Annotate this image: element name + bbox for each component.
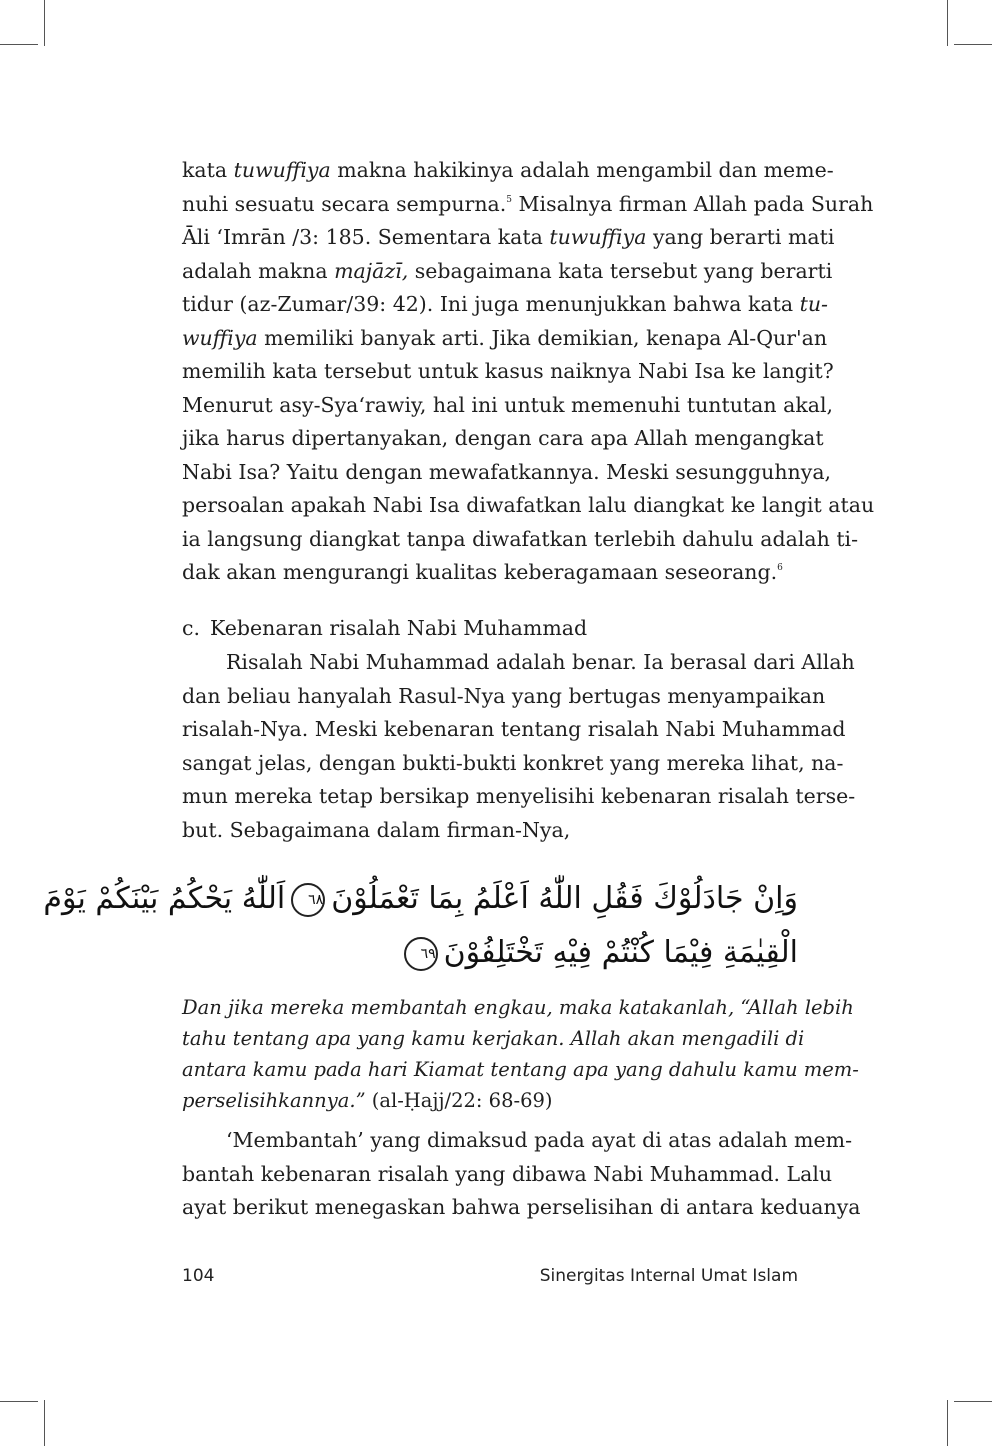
- quran-verse: [43, 872, 798, 980]
- text-line: mun mereka tetap bersikap menyelisihi kebenaran risalah terse-: [182, 784, 856, 808]
- arabic-line: وَاِنْ جَادَلُوْكَ فَقُلِ اللّٰهُ اَعْلَمُ بِمَا تَعْمَلُوْنَ٦٨اَللّٰهُ يَحْكُمُ بَيْنَكُمْ يَوْمَ: [43, 881, 798, 916]
- translation-line: antara kamu pada hari Kiamat tentang apa yang dahulu kamu mem-: [182, 1058, 859, 1081]
- crop-mark: [947, 0, 948, 46]
- verse-translation: [182, 992, 859, 1116]
- text-line: tidur (az-Zumar/39: 42). Ini juga menunjukkan bahwa kata tu-: [182, 292, 828, 316]
- ayah-number-icon: ٦٩: [404, 937, 438, 971]
- text-line: adalah makna majāzī, sebagaimana kata tersebut yang berarti: [182, 258, 833, 283]
- section-marker: c.: [182, 616, 200, 640]
- text-line: nuhi sesuatu secara sempurna.$^5$ Misalnya firman Allah pada Surah: [182, 191, 874, 216]
- text-line: kata tuwuffiya makna hakikinya adalah mengambil dan meme-: [182, 158, 834, 182]
- text-line: ia langsung diangkat tanpa diwafatkan terlebih dahulu adalah ti-: [182, 526, 859, 551]
- crop-mark: [954, 1401, 992, 1402]
- translation-line: tahu tentang apa yang kamu kerjakan. Allah akan mengadili di: [182, 1027, 805, 1050]
- section-heading: [182, 612, 587, 646]
- running-title: Sinergitas Internal Umat Islam: [539, 1266, 798, 1286]
- text-line: Nabi Isa? Yaitu dengan mewafatkannya. Meski sesungguhnya,: [182, 459, 832, 484]
- crop-mark: [44, 1400, 45, 1446]
- verse-reference: (al-Ḥajj/22: 68-69): [365, 1089, 553, 1112]
- paragraph-membantah: [182, 1124, 861, 1225]
- text-line: memilih kata tersebut untuk kasus naiknya Nabi Isa ke langit?: [182, 359, 834, 383]
- text-line: Menurut asy-Sya‘rawiy, hal ini untuk memenuhi tuntutan akal,: [182, 392, 834, 417]
- page-number: 104: [182, 1266, 215, 1286]
- crop-mark: [0, 44, 38, 45]
- text-line: ‘Membantah’ yang dimaksud pada ayat di atas adalah mem-: [226, 1128, 852, 1152]
- footnote-ref[interactable]: 5: [506, 194, 513, 205]
- text-line: Āli ‘Imrān /3: 185. Sementara kata tuwuffiya yang berarti mati: [182, 225, 835, 249]
- text-line: ayat berikut menegaskan bahwa perselisihan di antara keduanya: [182, 1195, 861, 1219]
- paragraph-risalah: [182, 646, 856, 847]
- text-line: dan beliau hanyalah Rasul-Nya yang bertugas menyampaikan: [182, 683, 826, 708]
- text-line: but. Sebagaimana dalam firman-Nya,: [182, 817, 571, 842]
- text-line: dak akan mengurangi kualitas keberagamaan seseorang.$^6$: [182, 560, 783, 584]
- text-line: Risalah Nabi Muhammad adalah benar. Ia berasal dari Allah: [226, 650, 855, 674]
- crop-mark: [947, 1400, 948, 1446]
- crop-mark: [954, 44, 992, 45]
- ayah-number-icon: ٦٨: [291, 883, 325, 917]
- text-line: wuffiya memiliki banyak arti. Jika demikian, kenapa Al-Qur'an: [182, 325, 828, 350]
- arabic-line: الْقِيٰمَةِ فِيْمَا كُنْتُمْ فِيْهِ تَخْتَلِفُوْنَ٦٩: [182, 926, 798, 980]
- footnote-ref[interactable]: 6: [777, 563, 783, 573]
- text-line: jika harus dipertanyakan, dengan cara apa Allah mengangkat: [182, 426, 824, 450]
- section-title: Kebenaran risalah Nabi Muhammad: [210, 616, 588, 640]
- text-line: risalah-Nya. Meski kebenaran tentang risalah Nabi Muhammad: [182, 717, 846, 741]
- translation-line: perselisihkannya.” (al-Ḥajj/22: 68-69): [182, 1089, 553, 1112]
- crop-mark: [44, 0, 45, 46]
- text-line: persoalan apakah Nabi Isa diwafatkan lalu diangkat ke langit atau: [182, 493, 875, 517]
- text-line: bantah kebenaran risalah yang dibawa Nabi Muhammad. Lalu: [182, 1161, 833, 1186]
- translation-line: Dan jika mereka membantah engkau, maka katakanlah, “Allah lebih: [182, 996, 854, 1019]
- text-line: sangat jelas, dengan bukti-bukti konkret yang mereka lihat, na-: [182, 750, 844, 775]
- paragraph-intro: [182, 154, 875, 590]
- crop-mark: [0, 1401, 38, 1402]
